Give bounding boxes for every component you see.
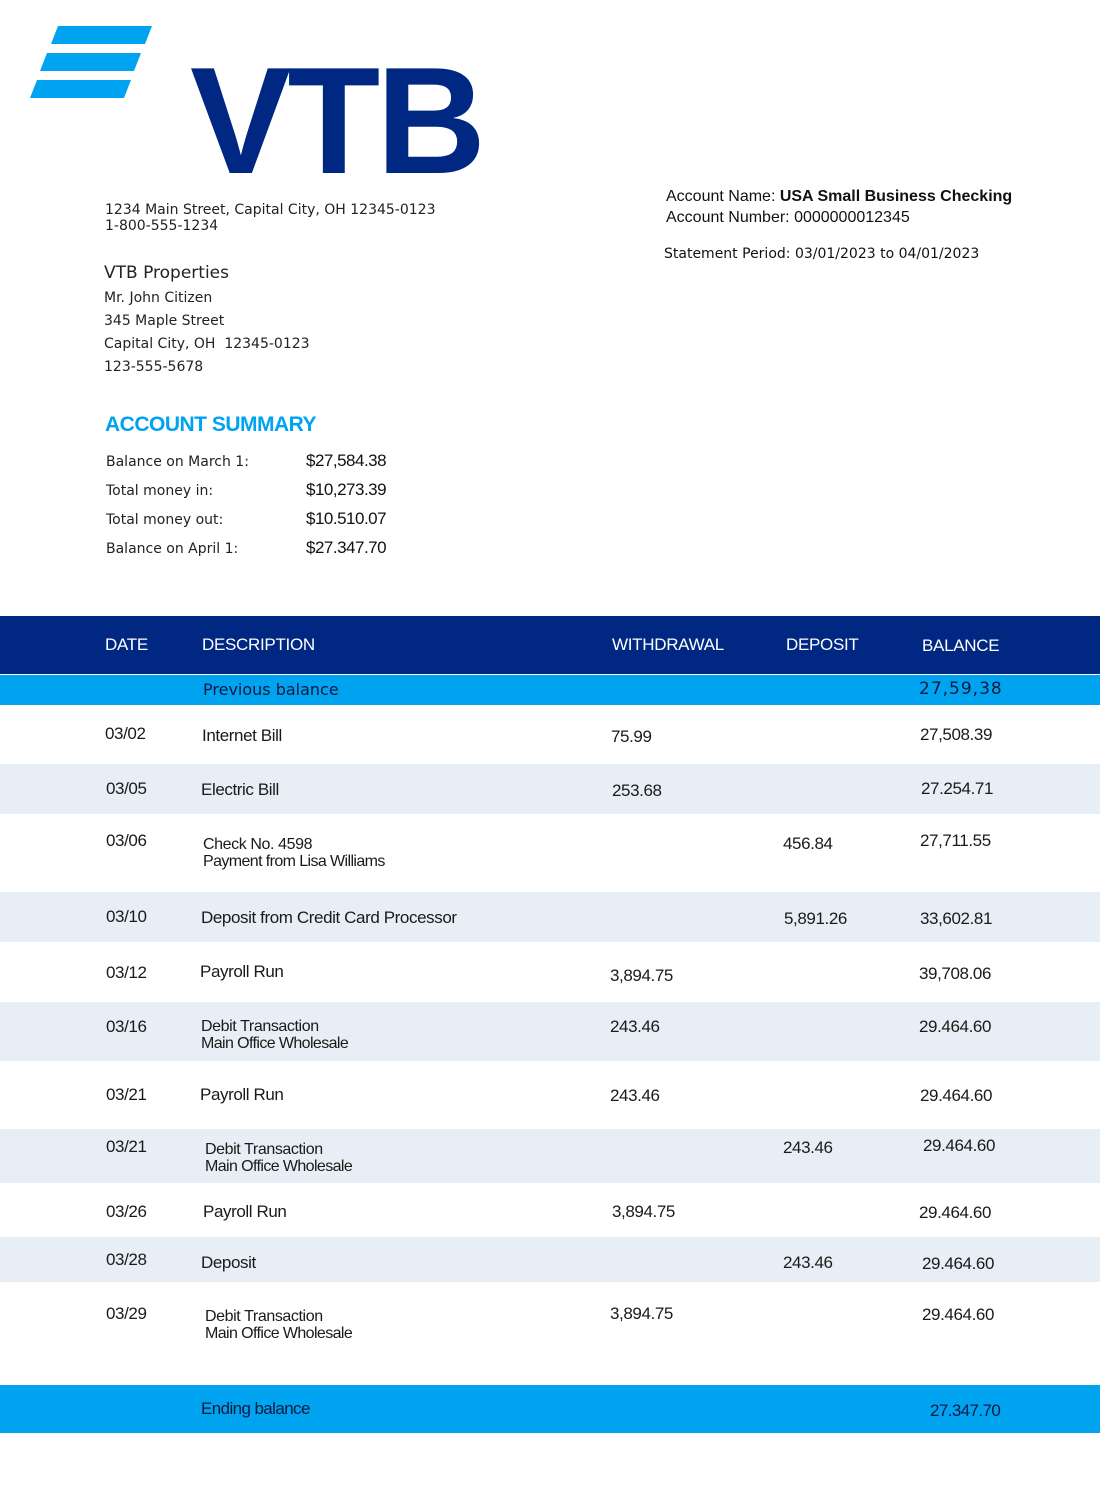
row-date: 03/10 — [106, 907, 147, 926]
summary-label: Balance on March 1: — [106, 454, 249, 470]
row-date: 03/12 — [106, 963, 147, 982]
previous-balance-label: Previous balance — [203, 680, 339, 699]
recipient-phone: 123-555-5678 — [104, 359, 204, 375]
bank-phone: 1-800-555-1234 — [105, 218, 219, 234]
row-withdrawal: 75.99 — [611, 727, 652, 746]
summary-value: $10.510.07 — [306, 509, 387, 528]
ending-balance-value: 27.347.70 — [930, 1401, 1001, 1420]
row-description: Deposit — [201, 1253, 256, 1272]
row-description-line2: Main Office Wholesale — [205, 1158, 353, 1175]
row-balance: 27,711.55 — [920, 831, 991, 850]
row-date: 03/16 — [106, 1017, 147, 1036]
table-row — [0, 1237, 1100, 1282]
summary-label: Total money out: — [106, 512, 224, 528]
logo-stripes-icon — [30, 26, 160, 106]
logo-wordmark: VTB — [190, 36, 482, 206]
bank-logo — [30, 26, 482, 206]
row-date: 03/05 — [106, 779, 147, 798]
account-number-value: 0000000012345 — [794, 209, 910, 226]
header-balance: BALANCE — [922, 636, 1000, 655]
table-row — [0, 892, 1100, 942]
row-description: Deposit from Credit Card Processor — [201, 908, 457, 927]
row-balance: 29.464.60 — [919, 1203, 992, 1222]
table-row — [0, 814, 1100, 892]
table-row — [0, 705, 1100, 764]
recipient-street: 345 Maple Street — [104, 313, 225, 329]
statement-period: Statement Period: 03/01/2023 to 04/01/2023 — [664, 246, 980, 262]
transactions-header — [0, 616, 1100, 674]
account-info — [666, 186, 1012, 228]
row-deposit: 243.46 — [783, 1138, 833, 1157]
row-balance: 27.254.71 — [921, 779, 994, 798]
row-withdrawal: 3,894.75 — [610, 1304, 673, 1323]
row-description — [203, 836, 385, 870]
bank-address — [105, 202, 435, 234]
row-description: Payroll Run — [203, 1202, 287, 1221]
table-row — [0, 942, 1100, 1002]
account-name-label: Account Name: — [666, 188, 780, 205]
row-date: 03/21 — [106, 1137, 147, 1156]
summary-value: $27,584.38 — [306, 451, 387, 470]
summary-value: $27.347.70 — [306, 538, 387, 557]
row-description-line1: Debit Transaction — [205, 1308, 323, 1325]
header-date: DATE — [105, 635, 148, 654]
row-balance: 39,708.06 — [919, 964, 992, 983]
table-row — [0, 1129, 1100, 1183]
row-balance: 29.464.60 — [922, 1305, 995, 1324]
table-row — [0, 1282, 1100, 1352]
row-description-line1: Debit Transaction — [205, 1141, 323, 1158]
row-deposit: 243.46 — [783, 1253, 833, 1272]
row-description — [201, 1018, 348, 1052]
row-deposit: 5,891.26 — [784, 909, 847, 928]
row-balance: 29.464.60 — [920, 1086, 993, 1105]
row-description: Electric Bill — [201, 780, 279, 799]
row-withdrawal: 3,894.75 — [610, 966, 673, 985]
account-name-value: USA Small Business Checking — [779, 188, 1013, 205]
row-balance: 33,602.81 — [920, 909, 993, 928]
account-name-row — [666, 186, 1012, 207]
account-number-row — [666, 207, 1012, 228]
bank-street: 1234 Main Street, Capital City, OH 12345-0123 — [105, 202, 436, 218]
row-withdrawal: 243.46 — [610, 1086, 660, 1105]
row-withdrawal: 253.68 — [612, 781, 662, 800]
row-deposit: 456.84 — [783, 834, 833, 853]
row-withdrawal: 3,894.75 — [612, 1202, 675, 1221]
row-description — [205, 1308, 352, 1342]
summary-value: $10,273.39 — [306, 480, 387, 499]
transactions-table — [0, 705, 1100, 1352]
row-date: 03/28 — [106, 1250, 147, 1269]
row-description-line2: Main Office Wholesale — [205, 1325, 353, 1342]
recipient-name: Mr. John Citizen — [104, 290, 213, 306]
row-date: 03/02 — [105, 724, 146, 743]
previous-balance-row — [0, 675, 1100, 705]
row-date: 03/06 — [106, 831, 147, 850]
table-row — [0, 1183, 1100, 1237]
row-withdrawal: 243.46 — [610, 1017, 660, 1036]
row-description-line2: Main Office Wholesale — [201, 1035, 349, 1052]
previous-balance-value: 27,59,38 — [919, 679, 1003, 699]
recipient-address — [104, 262, 310, 379]
row-description-line1: Debit Transaction — [201, 1018, 319, 1035]
row-description: Payroll Run — [200, 962, 284, 981]
table-row — [0, 764, 1100, 814]
summary-label: Balance on April 1: — [106, 541, 239, 557]
row-description: Payroll Run — [200, 1085, 284, 1104]
ending-balance-row — [0, 1385, 1100, 1433]
row-balance: 29.464.60 — [922, 1254, 995, 1273]
row-balance: 27,508.39 — [920, 725, 993, 744]
summary-title: ACCOUNT SUMMARY — [105, 413, 317, 436]
header-withdrawal: WITHDRAWAL — [612, 635, 724, 654]
row-description — [205, 1141, 352, 1175]
table-row — [0, 1061, 1100, 1129]
account-number-label: Account Number: — [666, 209, 795, 226]
recipient-company: VTB Properties — [104, 263, 229, 283]
row-date: 03/29 — [106, 1304, 147, 1323]
summary-label: Total money in: — [106, 483, 214, 499]
recipient-city: Capital City, OH 12345-0123 — [104, 336, 310, 352]
header-description: DESCRIPTION — [202, 635, 315, 654]
row-description: Internet Bill — [202, 726, 282, 745]
row-balance: 29.464.60 — [923, 1136, 996, 1155]
row-date: 03/21 — [106, 1085, 147, 1104]
row-description-line1: Check No. 4598 — [203, 836, 313, 853]
row-date: 03/26 — [106, 1202, 147, 1221]
ending-balance-label: Ending balance — [201, 1399, 310, 1418]
row-description-line2: Payment from Lisa Williams — [203, 853, 385, 870]
header-deposit: DEPOSIT — [786, 635, 859, 654]
row-balance: 29.464.60 — [919, 1017, 992, 1036]
table-row — [0, 1002, 1100, 1061]
